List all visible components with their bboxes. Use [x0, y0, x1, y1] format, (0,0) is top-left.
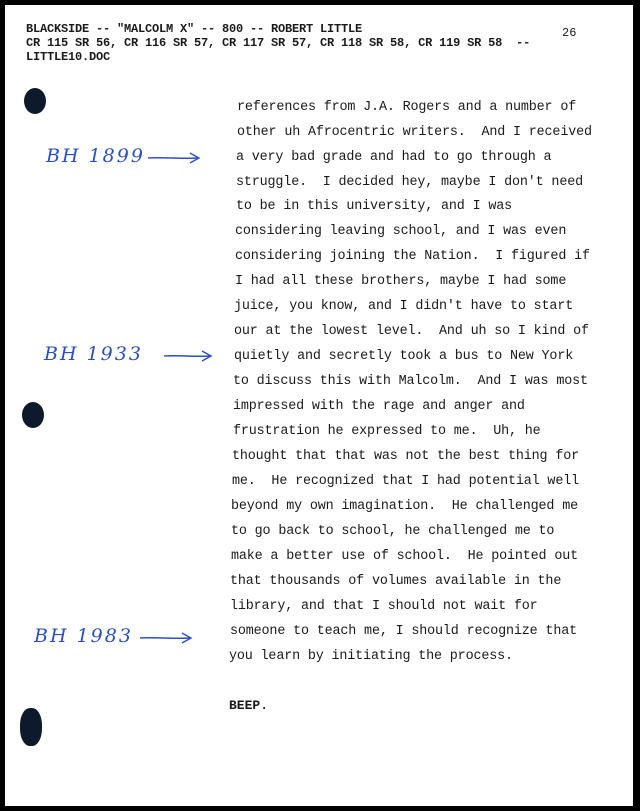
body-line: thought that that was not the best thing for — [232, 449, 579, 464]
body-line: impressed with the rage and anger and — [233, 399, 525, 414]
arrow-right-icon — [138, 631, 194, 645]
body-line: that thousands of volumes available in the — [230, 574, 562, 589]
body-line: a very bad grade and had to go through a — [236, 150, 552, 165]
body-line: you learn by initiating the process. — [229, 649, 513, 664]
page-number: 26 — [562, 26, 577, 40]
arrow-right-icon — [162, 349, 214, 363]
body-line: considering joining the Nation. I figured if — [235, 249, 590, 264]
body-line: considering leaving school, and I was even — [235, 224, 567, 239]
body-line: struggle. I decided hey, maybe I don't need — [236, 175, 583, 190]
body-line: make a better use of school. He pointed out — [231, 549, 578, 564]
body-line: quietly and secretly took a bus to New York — [234, 349, 574, 364]
handwritten-note: BH 1983 — [34, 625, 133, 647]
body-line: library, and that I should not wait for — [230, 599, 538, 614]
body-line: to be in this university, and I was — [236, 199, 512, 214]
body-line: juice, you know, and I didn't have to start — [234, 299, 574, 314]
handwritten-note: BH 1933 — [44, 343, 143, 365]
body-line: beyond my own imagination. He challenged me — [231, 499, 578, 514]
body-line: to discuss this with Malcolm. And I was most — [233, 374, 588, 389]
handwritten-note: BH 1899 — [46, 145, 145, 167]
header-line-1: BLACKSIDE -- "MALCOLM X" -- 800 -- ROBERT LITTLE — [26, 22, 363, 36]
header-line-2: CR 115 SR 56, CR 116 SR 57, CR 117 SR 57, CR 118 SR 58, CR 119 SR 58 -- — [26, 36, 531, 50]
closing-text: BEEP. — [229, 698, 269, 713]
body-line: I had all these brothers, maybe I had some — [235, 274, 567, 289]
body-line: references from J.A. Rogers and a number of — [237, 100, 577, 115]
body-line: me. He recognized that I had potential well — [232, 474, 579, 489]
body-line: someone to teach me, I should recognize that — [230, 624, 577, 639]
header-line-3: LITTLE10.DOC — [26, 50, 111, 64]
body-line: frustration he expressed to me. Uh, he — [233, 424, 541, 439]
arrow-right-icon — [146, 151, 202, 165]
body-line: other uh Afrocentric writers. And I received — [237, 125, 592, 140]
body-line: to go back to school, he challenged me to — [231, 524, 555, 539]
body-line: our at the lowest level. And uh so I kind of — [234, 324, 589, 339]
